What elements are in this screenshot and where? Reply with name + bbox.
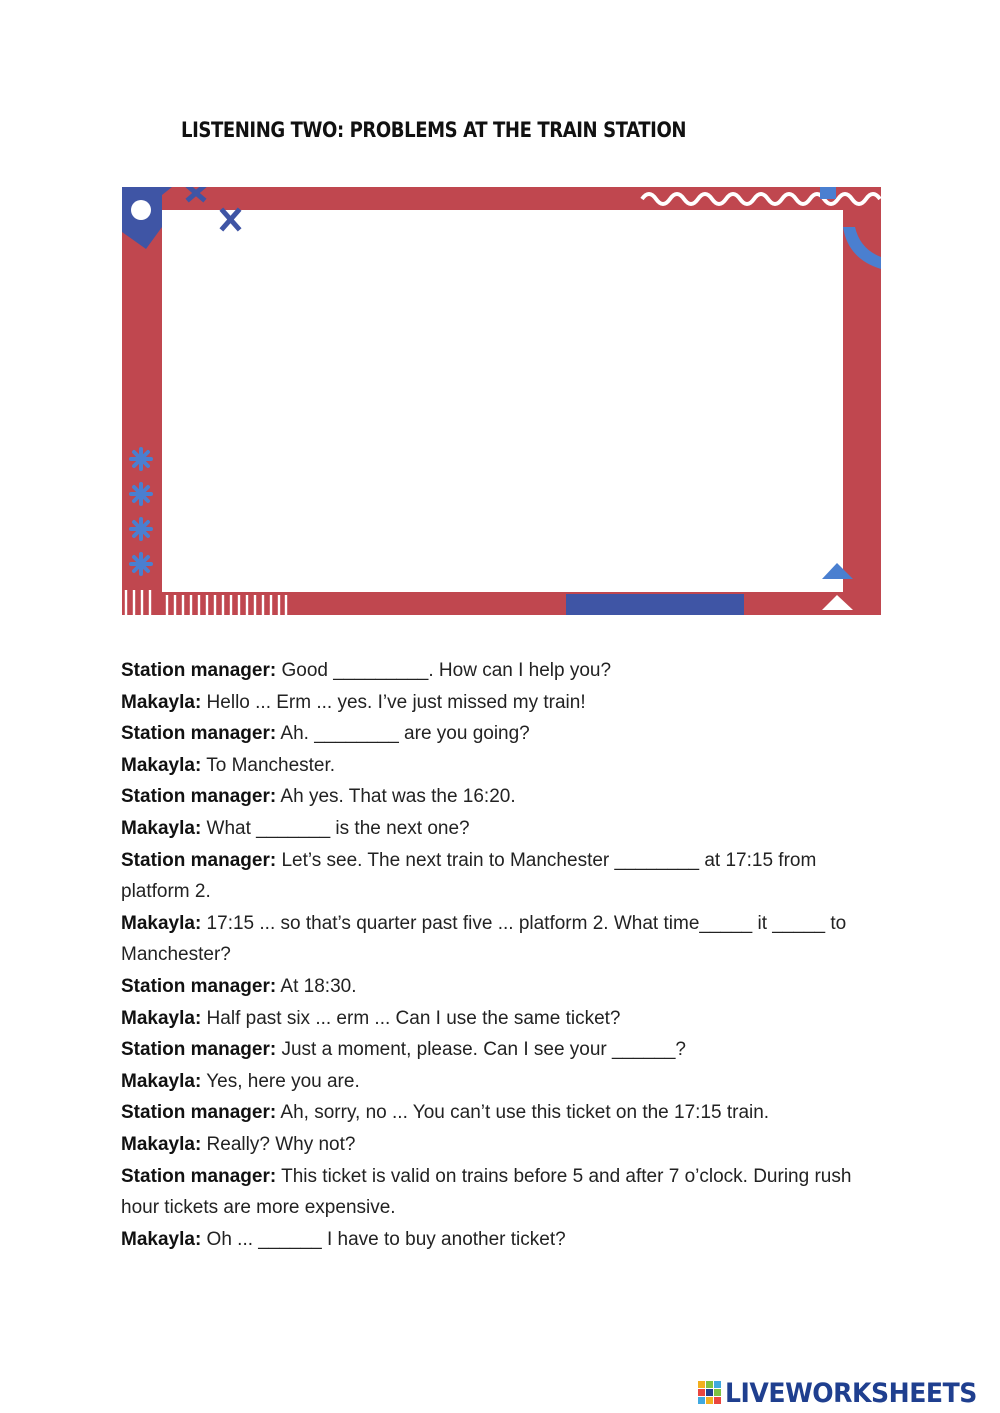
dialogue-line [121, 1161, 881, 1224]
line-text: Half past six ... erm ... Can I use the same ticket? [201, 1007, 621, 1029]
speaker-name: Makayla: [121, 1007, 202, 1029]
speaker-name: Makayla: [121, 691, 202, 713]
dialogue-transcript [121, 655, 881, 1255]
dialogue-line [121, 1224, 881, 1256]
dialogue-line [121, 1034, 881, 1066]
line-text: Ah, sorry, no ... You can’t use this ticket on the 17:15 train. [276, 1102, 770, 1124]
speaker-name: Station manager: [121, 1165, 277, 1187]
line-text: Yes, here you are. [201, 1070, 360, 1092]
speaker-name: Station manager: [121, 786, 277, 808]
line-text: Oh ... ______ I have to buy another ticket? [201, 1228, 566, 1250]
dialogue-line [121, 908, 881, 971]
dialogue-line [121, 845, 881, 908]
frame-blue-stripe [566, 594, 744, 615]
dialogue-line [121, 1129, 881, 1161]
dialogue-line [121, 687, 881, 719]
speaker-name: Station manager: [121, 975, 277, 997]
dialogue-line [121, 971, 881, 1003]
line-text: Just a moment, please. Can I see your ______? [276, 1039, 687, 1061]
speaker-name: Station manager: [121, 849, 277, 871]
dialogue-line [121, 718, 881, 750]
frame-border [122, 187, 881, 615]
speaker-name: Makayla: [121, 1070, 202, 1092]
dialogue-line [121, 1066, 881, 1098]
dialogue-line [121, 781, 881, 813]
dialogue-line [121, 1003, 881, 1035]
line-text: At 18:30. [276, 975, 357, 997]
speaker-name: Makayla: [121, 817, 202, 839]
line-text: Hello ... Erm ... yes. I’ve just missed my train! [201, 691, 586, 713]
line-text: Good _________. How can I help you? [276, 660, 612, 681]
brand-name: LIVEWORKSHEETS [725, 1377, 977, 1409]
speaker-name: Station manager: [121, 1102, 277, 1124]
line-text: Ah. ________ are you going? [276, 723, 530, 745]
liveworksheets-brand[interactable] [698, 1377, 996, 1409]
line-text: This ticket is valid on trains before 5 and after 7 o’clock. During rush hour tickets are more expensive. [121, 1165, 852, 1219]
speaker-name: Station manager: [121, 660, 277, 681]
dialogue-line [121, 1097, 881, 1129]
speaker-name: Makayla: [121, 1133, 202, 1155]
line-text: What _______ is the next one? [201, 817, 470, 839]
dialogue-line [121, 750, 881, 782]
dialogue-line [121, 655, 881, 687]
line-text: Really? Why not? [201, 1133, 356, 1155]
dialogue-line [121, 813, 881, 845]
speaker-name: Station manager: [121, 723, 277, 745]
speaker-name: Makayla: [121, 754, 202, 776]
line-text: Let’s see. The next train to Manchester ________ at 17:15 from platform 2. [121, 849, 817, 903]
line-text: 17:15 ... so that’s quarter past five ... platform 2. What time_____ it _____ to Manchester? [121, 912, 847, 966]
line-text: Ah yes. That was the 16:20. [276, 786, 516, 808]
worksheet-title: LISTENING TWO: PROBLEMS AT THE TRAIN STATION [181, 118, 687, 142]
speaker-name: Makayla: [121, 1228, 202, 1250]
speaker-name: Makayla: [121, 912, 202, 934]
circle-dot-icon [131, 200, 151, 220]
corner-blue-block [820, 187, 836, 199]
line-text: To Manchester. [201, 754, 336, 776]
liveworksheets-logo-icon [698, 1381, 722, 1405]
decorative-frame [122, 187, 881, 615]
speaker-name: Station manager: [121, 1039, 277, 1061]
